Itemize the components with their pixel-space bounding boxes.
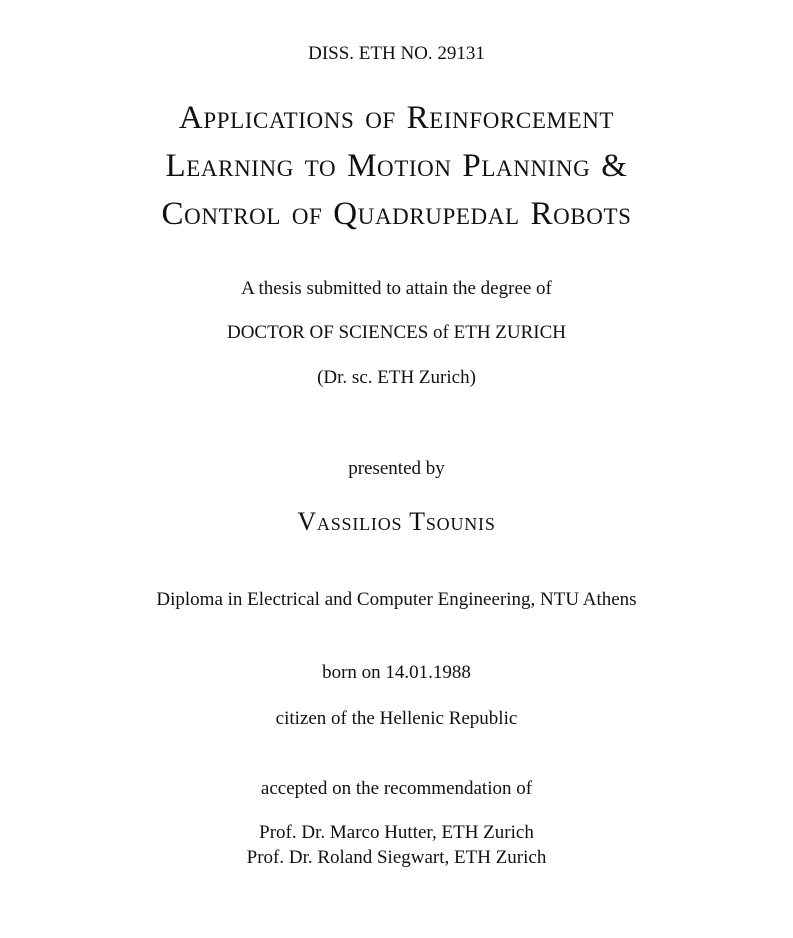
recommendation-label: accepted on the recommendation of <box>260 778 533 799</box>
thesis-title-line-2: Learning to Motion Planning & <box>165 148 628 184</box>
author-name: Vassilios Tsounis <box>297 507 496 536</box>
dissertation-number: DISS. ETH NO. 29131 <box>308 43 485 64</box>
author-diploma: Diploma in Electrical and Computer Engineering, NTU Athens <box>156 589 637 610</box>
author-citizenship: citizen of the Hellenic Republic <box>275 708 518 729</box>
degree-intro: A thesis submitted to attain the degree of <box>241 278 552 299</box>
author-birth-date: born on 14.01.1988 <box>322 662 471 683</box>
examiner-1: Prof. Dr. Marco Hutter, ETH Zurich <box>259 822 534 843</box>
degree-abbreviation: (Dr. sc. ETH Zurich) <box>317 367 476 388</box>
degree-name: DOCTOR OF SCIENCES of ETH ZURICH <box>226 322 567 343</box>
presented-by-label: presented by <box>348 458 445 479</box>
thesis-title-line-1: Applications of Reinforcement <box>178 100 615 136</box>
thesis-title-line-3: Control of Quadrupedal Robots <box>161 196 632 232</box>
examiner-2: Prof. Dr. Roland Siegwart, ETH Zurich <box>246 847 547 868</box>
